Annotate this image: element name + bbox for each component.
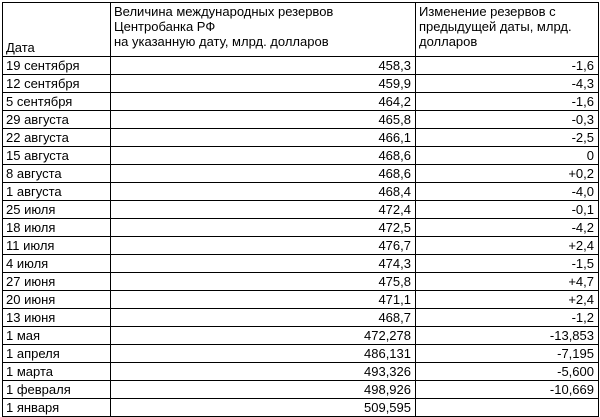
reserves-table-container	[2, 2, 598, 417]
change-cell: -4,2	[416, 219, 599, 237]
reserves-cell: 468,7	[111, 309, 416, 327]
change-cell: -1,6	[416, 93, 599, 111]
table-row	[3, 75, 599, 93]
date-cell: 11 июля	[3, 237, 111, 255]
date-cell: 27 июня	[3, 273, 111, 291]
date-cell: 1 апреля	[3, 345, 111, 363]
table-row	[3, 291, 599, 309]
table-row	[3, 111, 599, 129]
reserves-cell: 458,3	[111, 57, 416, 75]
date-cell: 19 сентября	[3, 57, 111, 75]
change-cell: -1,6	[416, 57, 599, 75]
change-cell: +4,7	[416, 273, 599, 291]
header-reserves-line: Центробанка РФ	[114, 19, 216, 34]
date-cell: 4 июля	[3, 255, 111, 273]
header-reserves-line: на указанную дату, млрд. долларов	[114, 34, 329, 49]
table-row	[3, 183, 599, 201]
date-cell: 22 августа	[3, 129, 111, 147]
table-row	[3, 219, 599, 237]
table-row	[3, 309, 599, 327]
table-row	[3, 93, 599, 111]
reserves-cell: 459,9	[111, 75, 416, 93]
reserves-cell: 465,8	[111, 111, 416, 129]
date-cell: 25 июля	[3, 201, 111, 219]
reserves-cell: 468,4	[111, 183, 416, 201]
reserves-cell: 472,4	[111, 201, 416, 219]
change-cell: -4,3	[416, 75, 599, 93]
table-row	[3, 327, 599, 345]
change-cell: -0,1	[416, 201, 599, 219]
table-row	[3, 165, 599, 183]
date-cell: 1 января	[3, 399, 111, 417]
reserves-cell: 486,131	[111, 345, 416, 363]
table-row	[3, 381, 599, 399]
reserves-cell: 472,5	[111, 219, 416, 237]
header-reserves-line: Величина международных резервов	[114, 4, 334, 19]
table-row	[3, 237, 599, 255]
change-cell: -0,3	[416, 111, 599, 129]
change-cell: -10,669	[416, 381, 599, 399]
header-change	[416, 3, 599, 57]
reserves-cell: 475,8	[111, 273, 416, 291]
date-cell: 1 мая	[3, 327, 111, 345]
date-cell: 1 августа	[3, 183, 111, 201]
table-row	[3, 399, 599, 417]
date-cell: 15 августа	[3, 147, 111, 165]
date-cell: 1 марта	[3, 363, 111, 381]
table-row	[3, 57, 599, 75]
table-row	[3, 363, 599, 381]
change-cell: +2,4	[416, 291, 599, 309]
header-change-line: Изменение резервов с	[419, 4, 556, 19]
reserves-cell: 498,926	[111, 381, 416, 399]
date-cell: 29 августа	[3, 111, 111, 129]
reserves-cell: 509,595	[111, 399, 416, 417]
header-row	[3, 3, 599, 57]
date-cell: 1 февраля	[3, 381, 111, 399]
change-cell: 0	[416, 147, 599, 165]
change-cell: +0,2	[416, 165, 599, 183]
change-cell: -1,5	[416, 255, 599, 273]
table-row	[3, 129, 599, 147]
reserves-cell: 476,7	[111, 237, 416, 255]
table-body	[3, 57, 599, 417]
reserves-cell: 468,6	[111, 147, 416, 165]
date-cell: 18 июля	[3, 219, 111, 237]
reserves-cell: 493,326	[111, 363, 416, 381]
change-cell: -2,5	[416, 129, 599, 147]
table-row	[3, 255, 599, 273]
date-cell: 12 сентября	[3, 75, 111, 93]
table-row	[3, 345, 599, 363]
reserves-cell: 472,278	[111, 327, 416, 345]
reserves-cell: 468,6	[111, 165, 416, 183]
change-cell: +2,4	[416, 237, 599, 255]
reserves-cell: 474,3	[111, 255, 416, 273]
change-cell: -13,853	[416, 327, 599, 345]
reserves-cell: 471,1	[111, 291, 416, 309]
table-row	[3, 201, 599, 219]
table-row	[3, 273, 599, 291]
date-cell: 20 июня	[3, 291, 111, 309]
header-date: Дата	[3, 3, 111, 57]
header-reserves	[111, 3, 416, 57]
change-cell: -5,600	[416, 363, 599, 381]
header-change-line: предыдущей даты, млрд.	[419, 19, 572, 34]
reserves-table	[2, 2, 599, 417]
reserves-cell: 466,1	[111, 129, 416, 147]
change-cell: -1,2	[416, 309, 599, 327]
table-row	[3, 147, 599, 165]
date-cell: 8 августа	[3, 165, 111, 183]
date-cell: 5 сентября	[3, 93, 111, 111]
reserves-cell: 464,2	[111, 93, 416, 111]
change-cell	[416, 399, 599, 417]
date-cell: 13 июня	[3, 309, 111, 327]
header-change-line: долларов	[419, 34, 478, 49]
change-cell: -7,195	[416, 345, 599, 363]
change-cell: -4,0	[416, 183, 599, 201]
